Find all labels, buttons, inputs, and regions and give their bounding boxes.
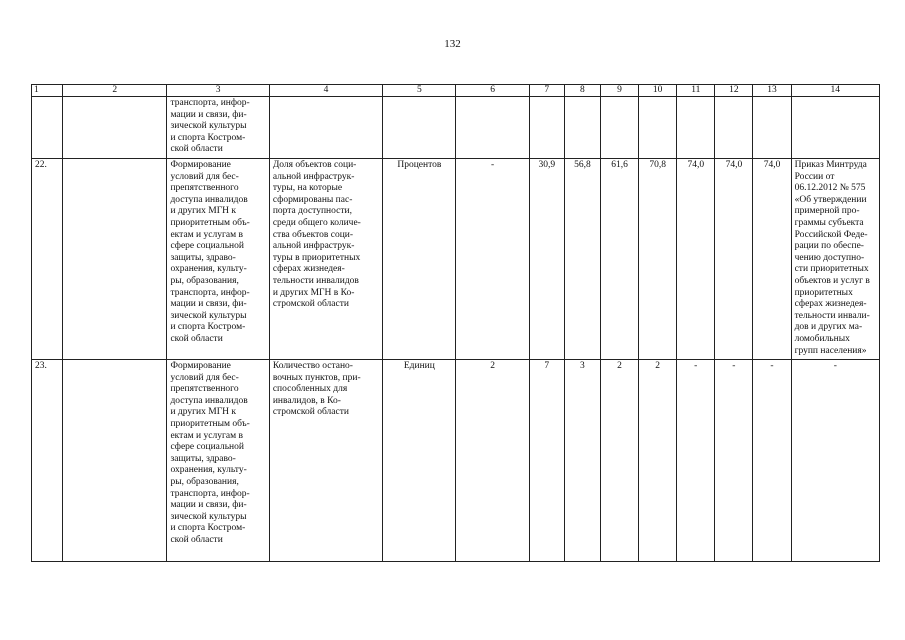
table-row-continuation — [32, 97, 880, 159]
row-number-cell: 22. — [32, 159, 63, 360]
value-cell: - — [456, 159, 529, 360]
value-cell: - — [753, 360, 791, 562]
table-cell — [63, 360, 167, 562]
column-number: 6 — [456, 85, 529, 97]
column-number: 2 — [63, 85, 167, 97]
page-number: 132 — [444, 38, 461, 50]
table-row — [32, 159, 880, 360]
table-cell — [677, 97, 715, 159]
column-number: 7 — [529, 85, 564, 97]
activity-text: Формирование условий для бес- препятственного доступа инвалидов и других МГН к приоритетным объ- ектам и услугам в сфере социальной защиты, здраво- охранения, культу- ры, образования, транспорта, инфор- мации и связи, фи- зической культуры и спорта Костром- ской области — [167, 159, 269, 360]
value-cell: 74,0 — [677, 159, 715, 360]
value-cell: - — [677, 360, 715, 562]
table-cell — [63, 97, 167, 159]
value-cell: 74,0 — [753, 159, 791, 360]
value-cell: 7 — [529, 360, 564, 562]
value-cell: 61,6 — [600, 159, 638, 360]
value-cell: 2 — [456, 360, 529, 562]
value-cell: 2 — [600, 360, 638, 562]
table-cell — [269, 97, 382, 159]
row-number-cell — [32, 97, 63, 159]
indicators-table — [31, 84, 880, 562]
table-cell — [791, 97, 879, 159]
value-cell: 74,0 — [715, 159, 753, 360]
column-number: 3 — [167, 85, 269, 97]
value-cell: 70,8 — [639, 159, 677, 360]
value-cell: 30,9 — [529, 159, 564, 360]
column-number: 4 — [269, 85, 382, 97]
table-cell — [529, 97, 564, 159]
column-number: 12 — [715, 85, 753, 97]
column-number-header-row — [32, 85, 880, 97]
unit-cell: Единиц — [383, 360, 456, 562]
value-cell: 56,8 — [564, 159, 600, 360]
table-cell — [63, 159, 167, 360]
column-number: 9 — [600, 85, 638, 97]
column-number: 10 — [639, 85, 677, 97]
table-row — [32, 360, 880, 562]
unit-cell: Процентов — [383, 159, 456, 360]
activity-text: транспорта, инфор- мации и связи, фи- зической культуры и спорта Костром- ской области — [167, 97, 269, 159]
column-number: 1 — [32, 85, 63, 97]
table-cell — [564, 97, 600, 159]
value-cell: - — [715, 360, 753, 562]
value-cell: 2 — [639, 360, 677, 562]
indicator-text: Количество остано- вочных пунктов, при- способленных для инвалидов, в Ко- стромской области — [269, 360, 382, 562]
column-number: 11 — [677, 85, 715, 97]
column-number: 13 — [753, 85, 791, 97]
table-cell — [639, 97, 677, 159]
table-cell — [715, 97, 753, 159]
activity-text: Формирование условий для бес- препятственного доступа инвалидов и других МГН к приоритетным объ- ектам и услугам в сфере социальной защиты, здраво- охранения, культу- ры, образования, транспорта, инфор- мации и связи, фи- зической культуры и спорта Костром- ской области — [167, 360, 269, 562]
column-number: 8 — [564, 85, 600, 97]
table-cell — [456, 97, 529, 159]
table-cell — [600, 97, 638, 159]
table-cell — [383, 97, 456, 159]
column-number: 5 — [383, 85, 456, 97]
indicator-text: Доля объектов соци- альной инфраструк- туры, на которые сформированы пас- порта доступности, среди общего количе- ства объектов соци- альной инфраструк- туры в приоритетных сферах жизнедея- тельности инвалидов и других МГН в Ко- стромской области — [269, 159, 382, 360]
value-cell: 3 — [564, 360, 600, 562]
source-document-text: Приказ Минтруда России от 06.12.2012 № 575 «Об утверждении примерной про- граммы субъекта Российской Феде- рации по обеспе- чению доступно- сти приоритетных объектов и услуг в приоритетных сферах жизнедея- тельности инвали- дов и других ма- ломобильных групп населения» — [791, 159, 879, 360]
column-number: 14 — [791, 85, 879, 97]
source-document-text: - — [791, 360, 879, 562]
table-cell — [753, 97, 791, 159]
row-number-cell: 23. — [32, 360, 63, 562]
